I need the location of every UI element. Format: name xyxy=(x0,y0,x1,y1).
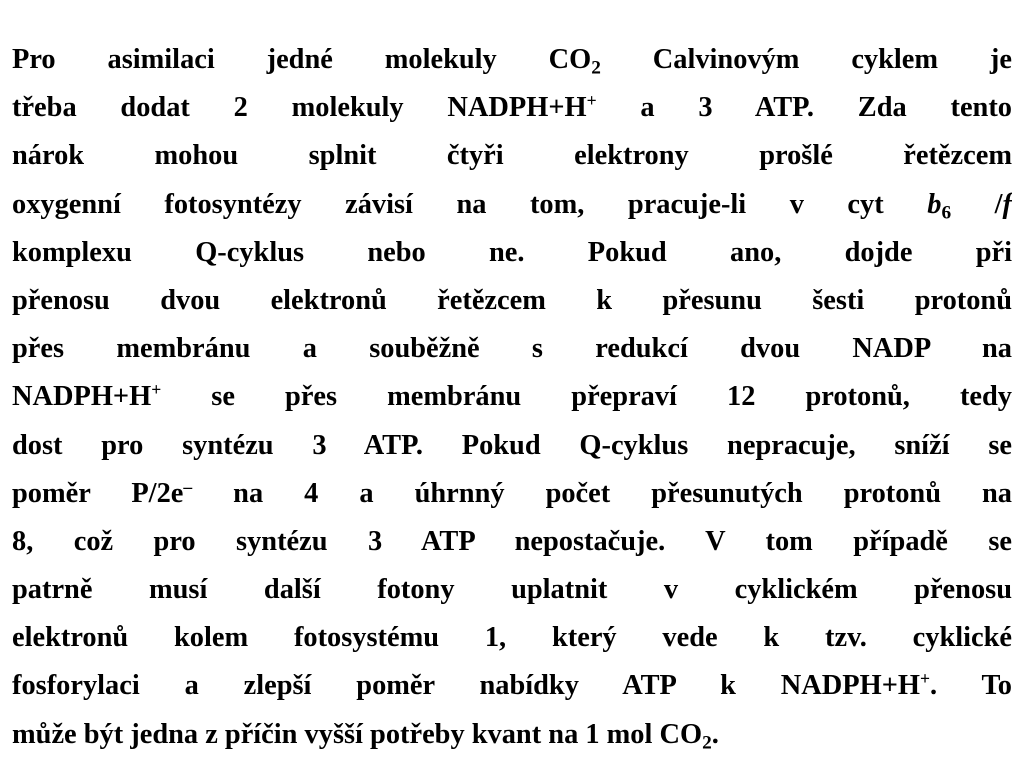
text-run: nárok mohou splnit čtyři elektrony prošlé řetězcem xyxy=(12,140,1012,172)
superscript: – xyxy=(183,476,193,497)
text-line xyxy=(12,566,1012,614)
text-line xyxy=(12,662,1012,710)
text-run: elektronů kolem fotosystému 1, který vede k tzv. cyklické xyxy=(12,622,1012,654)
text-run: NADPH+H xyxy=(12,381,152,413)
text-run: a 3 ATP. Zda tento xyxy=(596,92,1012,124)
text-line xyxy=(12,614,1012,662)
text-run: přenosu dvou elektronů řetězcem k přesunu šesti protonů xyxy=(12,284,1012,316)
text-run: komplexu Q-cyklus nebo ne. Pokud ano, dojde při xyxy=(12,236,1012,268)
text-run: 8, což pro syntézu 3 ATP nepostačuje. V tom případě se xyxy=(12,525,1012,557)
text-line xyxy=(12,181,1012,229)
text-line xyxy=(12,422,1012,470)
text-line xyxy=(12,84,1012,132)
text-run: na 4 a úhrnný počet přesunutých protonů na xyxy=(192,477,1012,509)
text-run: může být jedna z příčin vyšší potřeby kvant na 1 mol CO xyxy=(12,718,703,750)
text-run: poměr P/2e xyxy=(12,477,184,509)
text-run: patrně musí další fotony uplatnit v cyklickém přenosu xyxy=(12,574,1012,606)
text-run: oxygenní fotosyntézy závisí na tom, pracuje-li v cyt xyxy=(12,188,928,220)
text-run: se přes membránu přepraví 12 protonů, tedy xyxy=(161,381,1012,413)
text-line xyxy=(12,229,1012,277)
subscript: 2 xyxy=(702,732,712,754)
text-line xyxy=(12,36,1012,84)
text-run: dost pro syntézu 3 ATP. Pokud Q-cyklus nepracuje, sníží se xyxy=(12,429,1012,461)
text-line xyxy=(12,277,1012,325)
text-line xyxy=(12,470,1012,518)
text-run: třeba dodat 2 molekuly NADPH+H xyxy=(12,92,587,124)
body-paragraph xyxy=(12,36,1012,759)
italic-run: f xyxy=(1002,188,1012,220)
text-line xyxy=(12,518,1012,566)
text-line xyxy=(12,373,1012,421)
subscript: 2 xyxy=(591,57,601,79)
text-run: . To xyxy=(930,670,1012,702)
text-line xyxy=(12,132,1012,180)
text-run: / xyxy=(951,188,1003,220)
text-line xyxy=(12,711,1012,759)
text-run: fosforylaci a zlepší poměr nabídky ATP k NADPH+H xyxy=(12,670,920,702)
subscript: 6 xyxy=(941,201,952,223)
text-line xyxy=(12,325,1012,373)
text-run: Pro asimilaci jedné molekuly CO xyxy=(12,44,592,75)
text-run: přes membránu a souběžně s redukcí dvou NADP na xyxy=(12,333,1012,365)
superscript: + xyxy=(151,379,162,400)
superscript: + xyxy=(586,90,597,111)
italic-run: b xyxy=(927,188,942,220)
text-run: . xyxy=(711,718,719,750)
superscript: + xyxy=(920,668,931,689)
text-run: Calvinovým cyklem je xyxy=(600,44,1012,75)
